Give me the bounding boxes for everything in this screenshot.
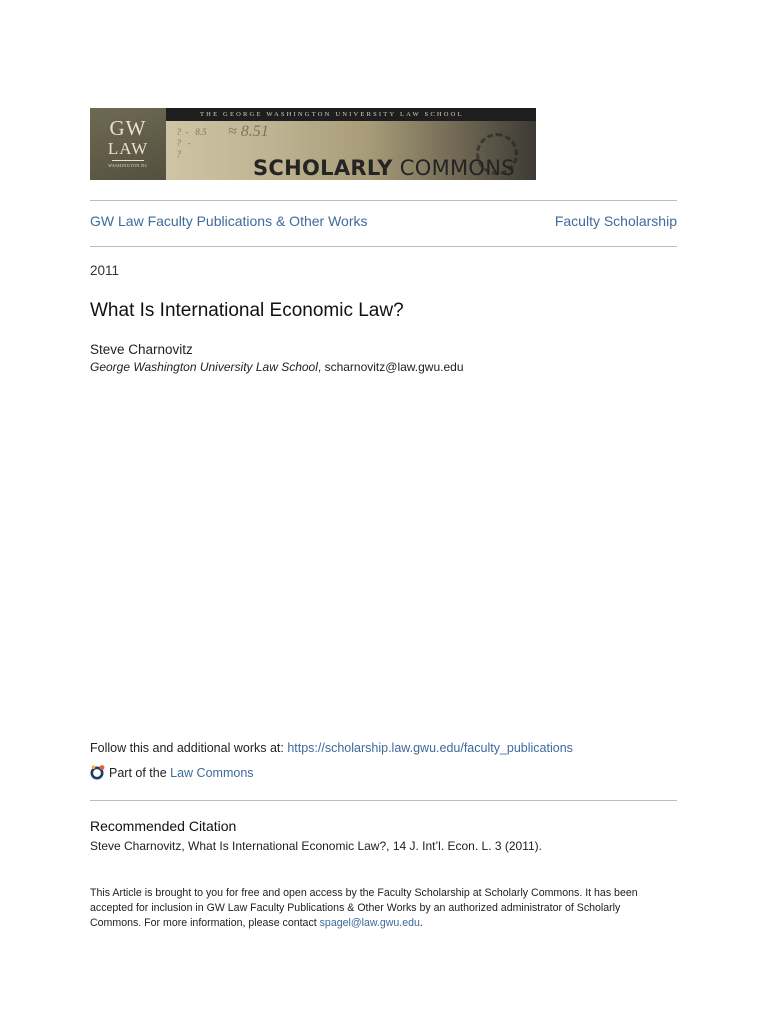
footer-text: This Article is brought to you for free and open access by the Faculty Scholarship at Scholarly Commons. It has been accepted for inclusion in GW Law Faculty Publications & Other Works by an authorized administrator of Scholarly Commons. For more information, please contact [90,887,638,929]
follow-url-link[interactable]: https://scholarship.law.gwu.edu/faculty_publications [287,741,573,755]
follow-prefix: Follow this and additional works at: [90,741,288,755]
author-institution: George Washington University Law School [90,360,318,374]
community-link[interactable]: Faculty Scholarship [554,213,677,229]
citation-text: Steve Charnovitz, What Is International Economic Law?, 14 J. Int’l. Econ. L. 3 (2011). [90,839,543,853]
banner-artwork [166,121,536,180]
divider-nav [90,246,677,247]
logo-divider [112,160,144,161]
contact-email-link[interactable]: spagel@law.gwu.edu [319,917,420,929]
publication-year: 2011 [90,263,120,278]
law-commons-link[interactable]: Law Commons [170,766,254,780]
author-name: Steve Charnovitz [90,342,193,357]
logo-subtext: WASHINGTON DC [108,163,148,168]
banner-topline: THE GEORGE WASHINGTON UNIVERSITY LAW SCHOOL [90,108,536,121]
access-footer [90,886,656,931]
recommended-citation-heading: Recommended Citation [90,818,237,834]
banner-scribbles: ? - 8.5 ? - ? [176,127,207,159]
scholarly-commons-banner[interactable] [90,108,536,180]
footer-end: . [419,917,423,929]
gw-law-logo [90,108,166,180]
divider-top [90,200,677,201]
logo-gw-text: GW [109,116,147,140]
banner-title: SCHOLARLY COMMONS [253,156,515,180]
logo-law-text: LAW [107,139,149,158]
divider-citation [90,800,677,801]
part-of-line [90,764,254,780]
part-of-prefix: Part of the [109,766,171,780]
bepress-commons-icon [90,764,106,780]
follow-line [90,741,573,755]
author-email: scharnovitz@law.gwu.edu [324,360,464,374]
article-title: What Is International Economic Law? [90,300,404,321]
banner-handwriting: ≈ 8.51 [228,123,269,140]
author-affiliation: George Washington University Law School, scharnovitz@law.gwu.edu [90,360,464,374]
collection-link[interactable]: GW Law Faculty Publications & Other Works [90,213,368,229]
